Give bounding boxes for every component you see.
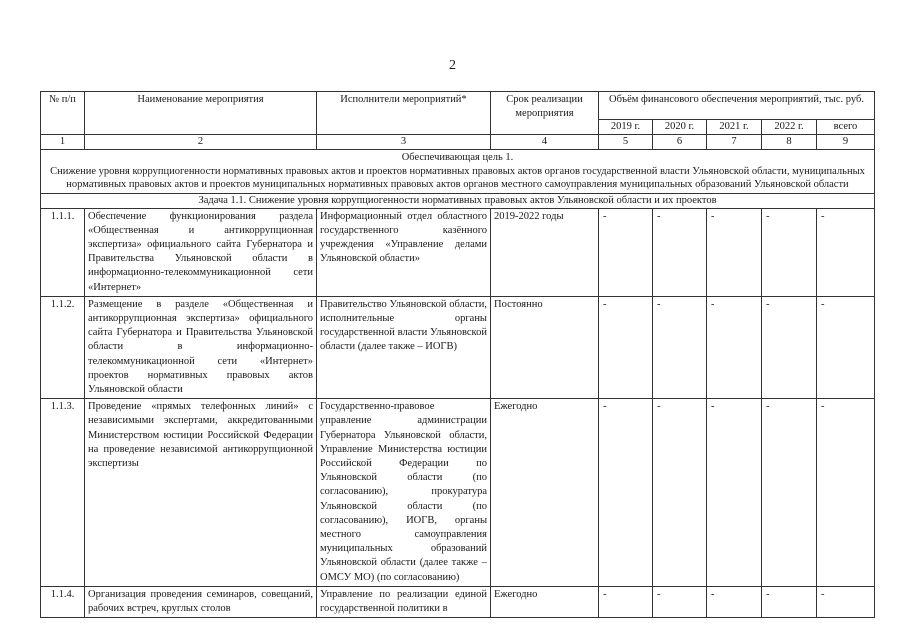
- funding-value: -: [817, 296, 875, 398]
- column-number: 6: [653, 135, 707, 150]
- funding-value: -: [762, 586, 817, 617]
- table-row: [41, 296, 875, 398]
- goal-title: Обеспечивающая цель 1.: [401, 152, 514, 163]
- funding-value: -: [653, 296, 707, 398]
- col-header-executors: Исполнители мероприятий*: [317, 92, 491, 135]
- column-number: 3: [317, 135, 491, 150]
- funding-value: -: [599, 399, 653, 587]
- measure-name: Размещение в разделе «Общественная и антикоррупционная экспертиза» официального сайта Губернатора и Правительства Ульяновской области в информационно-телекоммуникационной сети «Интернет» проектов нормативных правовых актов Ульяновской области: [85, 296, 317, 398]
- funding-value: -: [817, 586, 875, 617]
- funding-value: -: [707, 208, 762, 296]
- measure-name: Организация проведения семинаров, совещаний, рабочих встреч, круглых столов: [85, 586, 317, 617]
- col-header-funding: Объём финансового обеспечения мероприятий, тыс. руб.: [599, 92, 875, 120]
- measure-executors: Государственно-правовое управление администрации Губернатора Ульяновской области, Управление Министерства юстиции Российской Федерации по Ульяновской области (по согласованию), прокуратура Ульяновской области (по согласованию), ИОГВ, органы местного самоуправления муниципальных образований Ульяновской области (далее также – ОМСУ МО) (по согласованию): [317, 399, 491, 587]
- task-row: [41, 193, 875, 208]
- funding-value: -: [762, 208, 817, 296]
- funding-value: -: [762, 296, 817, 398]
- year-header: 2021 г.: [707, 120, 762, 135]
- funding-value: -: [599, 586, 653, 617]
- funding-value: -: [707, 296, 762, 398]
- measure-term: 2019-2022 годы: [491, 208, 599, 296]
- measure-executors: Управление по реализации единой государственной политики в: [317, 586, 491, 617]
- row-number: 1.1.2.: [41, 296, 85, 398]
- goal-row: [41, 150, 875, 194]
- measure-executors: Информационный отдел областного государственного казённого учреждения «Управление делами Ульяновской области»: [317, 208, 491, 296]
- funding-value: -: [599, 208, 653, 296]
- row-number: 1.1.4.: [41, 586, 85, 617]
- funding-value: -: [653, 586, 707, 617]
- goal-cell: [41, 150, 875, 194]
- row-number: 1.1.1.: [41, 208, 85, 296]
- year-header: 2019 г.: [599, 120, 653, 135]
- col-header-term: Срок реализации мероприятия: [491, 92, 599, 135]
- measures-table: [40, 91, 875, 618]
- measure-term: Ежегодно: [491, 586, 599, 617]
- column-number: 4: [491, 135, 599, 150]
- column-number-row: [41, 135, 875, 150]
- table-row: [41, 586, 875, 617]
- funding-value: -: [707, 586, 762, 617]
- page-number: 2: [449, 58, 456, 73]
- row-number: 1.1.3.: [41, 399, 85, 587]
- funding-value: -: [817, 208, 875, 296]
- year-header: всего: [817, 120, 875, 135]
- funding-value: -: [653, 399, 707, 587]
- year-header: 2020 г.: [653, 120, 707, 135]
- goal-text: Снижение уровня коррупциогенности нормативных правовых актов и проектов нормативных правовых актов органов государственной власти Ульяновской области, муниципальных нормативных правовых актов и проектов муниципальных нормативных правовых актов органов местного самоуправления муниципальных образований Ульяновской области: [50, 165, 865, 190]
- task-title: Задача 1.1. Снижение уровня коррупциогенности нормативных правовых актов Ульяновской области и их проектов: [41, 193, 875, 208]
- table-row: [41, 208, 875, 296]
- column-number: 7: [707, 135, 762, 150]
- measure-name: Проведение «прямых телефонных линий» с независимыми экспертами, аккредитованными Министерством юстиции Российской Федерации на проведение независимой антикоррупционной экспертизы: [85, 399, 317, 587]
- column-number: 9: [817, 135, 875, 150]
- year-header: 2022 г.: [762, 120, 817, 135]
- column-number: 5: [599, 135, 653, 150]
- measure-executors: Правительство Ульяновской области, исполнительные органы государственной власти Ульяновской области (далее также – ИОГВ): [317, 296, 491, 398]
- funding-value: -: [653, 208, 707, 296]
- funding-value: -: [599, 296, 653, 398]
- funding-value: -: [817, 399, 875, 587]
- measure-term: Ежегодно: [491, 399, 599, 587]
- funding-value: -: [762, 399, 817, 587]
- column-number: 8: [762, 135, 817, 150]
- col-header-name: Наименование мероприятия: [85, 92, 317, 135]
- column-number: 1: [41, 135, 85, 150]
- measure-term: Постоянно: [491, 296, 599, 398]
- measure-name: Обеспечение функционирования раздела «Общественная и антикоррупционная экспертиза» официального сайта Губернатора и Правительства Ульяновской области в информационно-телекоммуникационной сети «Интернет»: [85, 208, 317, 296]
- col-header-num: № п/п: [41, 92, 85, 135]
- funding-value: -: [707, 399, 762, 587]
- table-row: [41, 399, 875, 587]
- column-number: 2: [85, 135, 317, 150]
